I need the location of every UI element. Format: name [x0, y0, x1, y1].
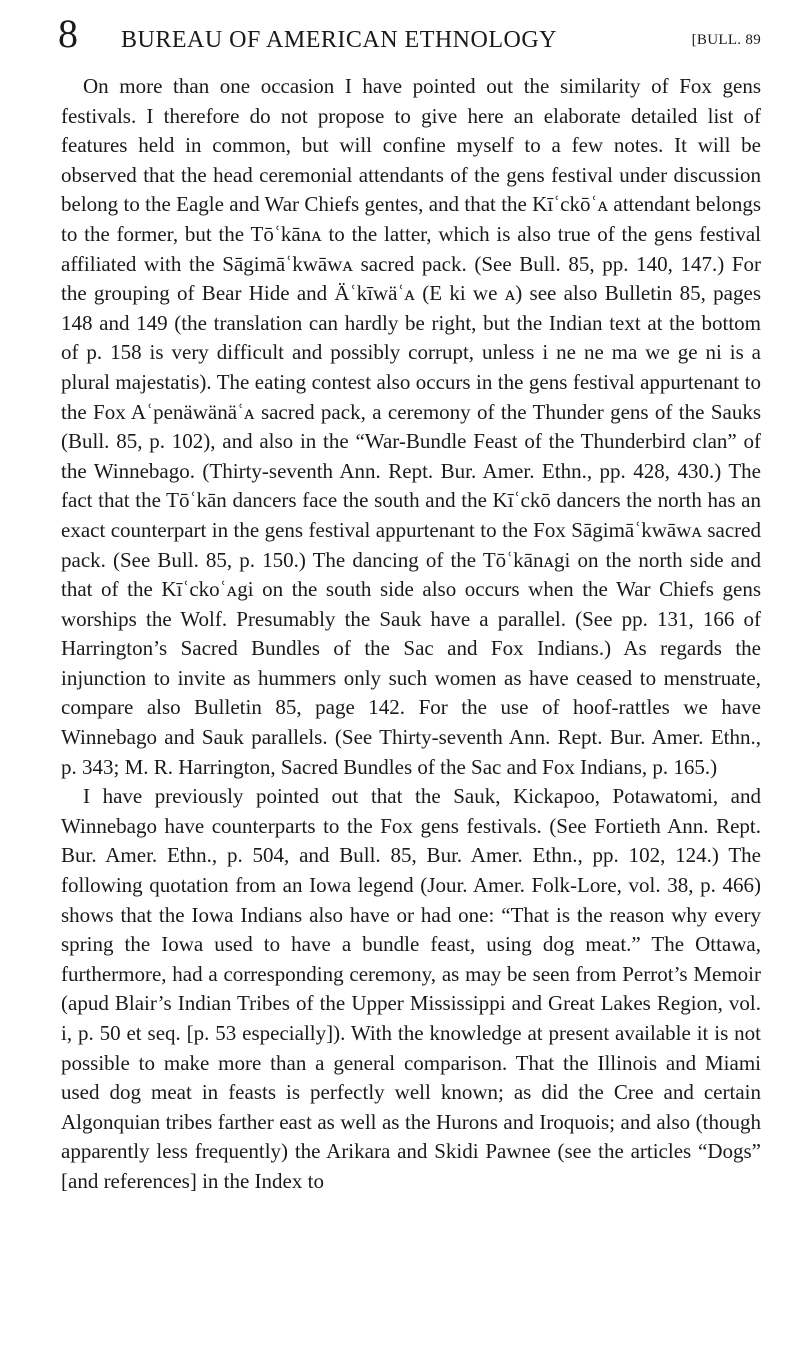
running-head: [58, 11, 761, 56]
body-text: [61, 72, 761, 1197]
running-title: BUREAU OF AMERICAN ETHNOLOGY: [121, 27, 558, 53]
page-number: 8: [58, 11, 78, 56]
bulletin-number: [BULL. 89: [691, 32, 761, 48]
document-page: [58, 11, 761, 1197]
paragraph-1: On more than one occasion I have pointed out the similarity of Fox gens festivals. I therefore do not propose to give here an elaborate detailed list of features held in common, but will confine myself to a few notes. It will be observed that the head ceremonial attendants of the gens festival under discussion belong to the Eagle and War Chiefs gentes, and that the Kīʿckōʿᴀ attendant belongs to the former, but the Tōʿkānᴀ to the latter, which is also true of the gens festival affiliated with the Sāgimāʿkwāwᴀ sacred pack. (See Bull. 85, pp. 140, 147.) For the grouping of Bear Hide and Äʿkīwäʿᴀ (E ki we ᴀ) see also Bulletin 85, pages 148 and 149 (the translation can hardly be right, but the Indian text at the bottom of p. 158 is very difficult and possibly corrupt, unless i ne ne ma we ge ni is a plural majestatis). The eating contest also occurs in the gens festival appurtenant to the Fox Aʿpenäwänäʿᴀ sacred pack, a ceremony of the Thunder gens of the Sauks (Bull. 85, p. 102), and also in the “War-Bundle Feast of the Thunderbird clan” of the Winnebago. (Thirty-seventh Ann. Rept. Bur. Amer. Ethn., pp. 428, 430.) The fact that the Tōʿkān dancers face the south and the Kīʿckō dancers the north has an exact counterpart in the gens festival appurtenant to the Fox Sāgimāʿkwāwᴀ sacred pack. (See Bull. 85, p. 150.) The dancing of the Tōʿkānᴀgi on the north side and that of the Kīʿckoʿᴀgi on the south side also occurs when the War Chiefs gens worships the Wolf. Presumably the Sauk have a parallel. (See pp. 131, 166 of Harrington’s Sacred Bundles of the Sac and Fox Indians.) As regards the injunction to invite as hummers only such women as have ceased to menstruate, compare also Bulletin 85, page 142. For the use of hoof-rattles we have Winnebago and Sauk parallels. (See Thirty-seventh Ann. Rept. Bur. Amer. Ethn., p. 343; M. R. Harrington, Sacred Bundles of the Sac and Fox Indians, p. 165.): [61, 74, 761, 779]
paragraph-2: I have previously pointed out that the Sauk, Kickapoo, Potawatomi, and Winnebago have counterparts to the Fox gens festivals. (See Fortieth Ann. Rept. Bur. Amer. Ethn., p. 504, and Bull. 85, Bur. Amer. Ethn., pp. 102, 124.) The following quotation from an Iowa legend (Jour. Amer. Folk-Lore, vol. 38, p. 466) shows that the Iowa Indians also have or had one: “That is the reason why every spring the Iowa used to have a bundle feast, using dog meat.” The Ottawa, furthermore, had a corresponding ceremony, as may be seen from Perrot’s Memoir (apud Blair’s Indian Tribes of the Upper Mississippi and Great Lakes Region, vol. i, p. 50 et seq. [p. 53 especially]). With the knowledge at present available it is not possible to make more than a general comparison. That the Illinois and Miami used dog meat in feasts is perfectly well known; as did the Cree and certain Algonquian tribes farther east as well as the Hurons and Iroquois; and also (though apparently less frequently) the Arikara and Skidi Pawnee (see the articles “Dogs” [and references] in the Index to: [61, 784, 761, 1193]
